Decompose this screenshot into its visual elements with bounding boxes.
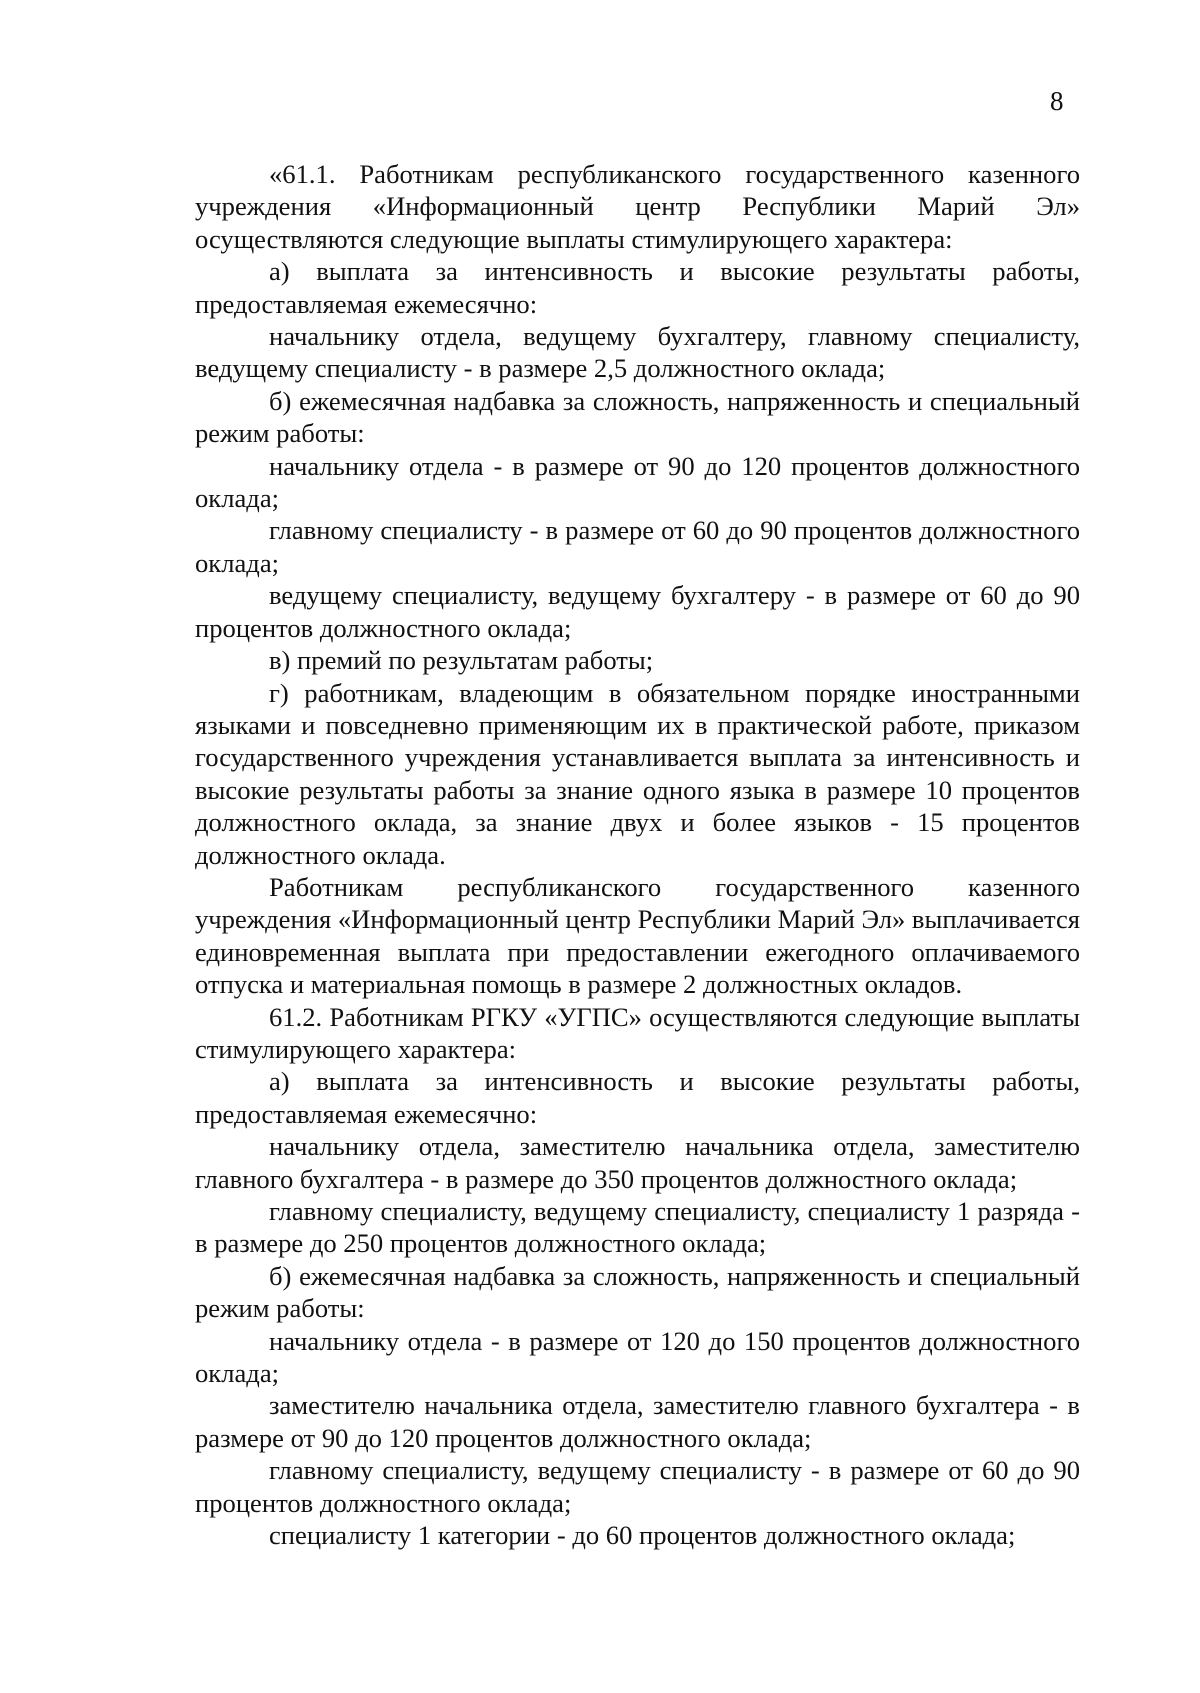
paragraph-b-head-of-department: начальнику отдела - в размере от 90 до 120 процентов должностного оклада;	[195, 450, 1080, 514]
paragraph-61-2-item-b: б) ежемесячная надбавка за сложность, напряженность и специальный режим работы:	[195, 1260, 1080, 1324]
paragraph-lump-sum-payment: Работникам республиканского государственного казенного учреждения «Информационный центр Республики Марий Эл» выплачивается единовременная выплата при предоставлении ежегодного оплачиваемого отпуска и материальная помощь в размере 2 должностных окладов.	[195, 871, 1080, 1000]
paragraph-item-g: г) работникам, владеющим в обязательном порядке иностранными языками и повседневно применяющим их в практической работе, приказом государственного учреждения устанавливается выплата за интенсивность и высокие результаты работы за знание одного языка в размере 10 процентов должностного оклада, за знание двух и более языков - 15 процентов должностного оклада.	[195, 677, 1080, 870]
paragraph-item-a: а) выплата за интенсивность и высокие результаты работы, предоставляемая ежемесячно:	[195, 256, 1080, 319]
paragraph-61-2-a-specialists: главному специалисту, ведущему специалисту, специалисту 1 разряда - в размере до 250 процентов должностного оклада;	[195, 1196, 1080, 1259]
paragraph-item-b: б) ежемесячная надбавка за сложность, напряженность и специальный режим работы:	[195, 385, 1080, 449]
page-number: 8	[1050, 86, 1064, 116]
paragraph-a-recipients: начальнику отдела, ведущему бухгалтеру, главному специалисту, ведущему специалисту - в размере 2,5 должностного оклада;	[195, 321, 1080, 384]
paragraph-61-2-item-a: а) выплата за интенсивность и высокие результаты работы, предоставляемая ежемесячно:	[195, 1066, 1080, 1129]
paragraph-b-chief-specialist: главному специалисту - в размере от 60 до 90 процентов должностного оклада;	[195, 515, 1080, 578]
paragraph-61-2-intro: 61.2. Работникам РГКУ «УГПС» осуществляются следующие выплаты стимулирующего характера:	[195, 1001, 1080, 1064]
paragraph-61-2-b-category-1: специалисту 1 категории - до 60 процентов должностного оклада;	[269, 1520, 1016, 1551]
paragraph-b-leading-specialist: ведущему специалисту, ведущему бухгалтеру - в размере от 60 до 90 процентов должностного оклада;	[195, 580, 1080, 643]
paragraph-61-2-a-management: начальнику отдела, заместителю начальника отдела, заместителю главного бухгалтера - в размере до 350 процентов должностного оклада;	[195, 1131, 1080, 1194]
paragraph-61-2-b-head-of-department: начальнику отдела - в размере от 120 до 150 процентов должностного оклада;	[195, 1325, 1080, 1389]
paragraph-61-2-b-specialists: главному специалисту, ведущему специалисту - в размере от 60 до 90 процентов должностного оклада;	[195, 1455, 1080, 1518]
paragraph-61-1-intro: «61.1. Работникам республиканского государственного казенного учреждения «Информационный центр Республики Марий Эл» осуществляются следующие выплаты стимулирующего характера:	[195, 159, 1080, 254]
paragraph-61-2-b-deputies: заместителю начальника отдела, заместителю главного бухгалтера - в размере от 90 до 120 процентов должностного оклада;	[195, 1390, 1080, 1453]
paragraph-item-v: в) премий по результатам работы;	[269, 645, 654, 676]
document-body	[195, 158, 1080, 1551]
